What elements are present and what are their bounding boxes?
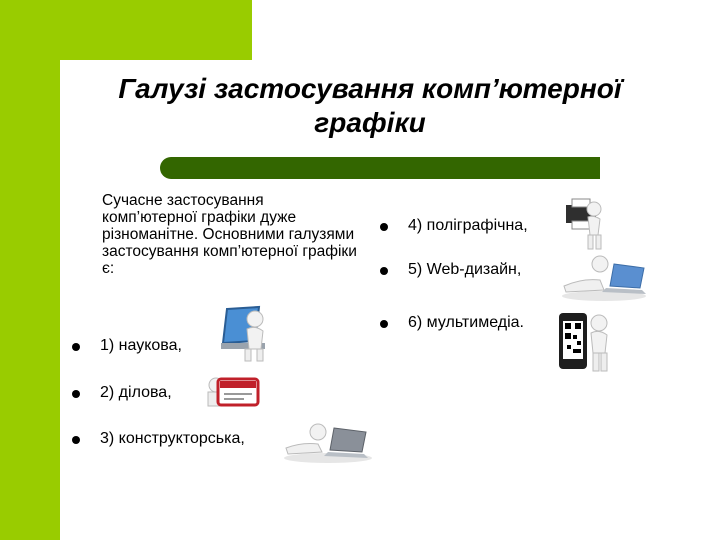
sign-board-figure-icon: [202, 375, 264, 411]
title-underline-bar: [160, 157, 600, 179]
green-top-band: [0, 0, 252, 60]
lying-laptop-figure-icon: [282, 418, 374, 464]
bullet-icon: [380, 320, 388, 328]
list-item-multimedia: 6) мультимедіа.: [408, 314, 524, 331]
list-item-printing: 4) поліграфічна,: [408, 217, 528, 234]
laptop-figure-icon: [215, 305, 277, 363]
printer-figure-icon: [560, 195, 608, 251]
list-item-design: 3) конструкторська,: [100, 430, 245, 447]
list-item-science: 1) наукова,: [100, 337, 182, 354]
bullet-icon: [72, 436, 80, 444]
web-laptop-figure-icon: [560, 250, 650, 302]
bullet-icon: [72, 343, 80, 351]
slide-title: Галузі застосування комп’ютерної графіки: [118, 73, 622, 138]
list-item-web: 5) Web-дизайн,: [408, 261, 522, 278]
qr-phone-figure-icon: [555, 305, 617, 377]
green-side-band: [0, 0, 60, 540]
list-item-business: 2) ділова,: [100, 384, 172, 401]
bullet-icon: [380, 267, 388, 275]
bullet-icon: [380, 223, 388, 231]
intro-text: Сучасне застосування комп’ютерної графіки дуже різноманітне. Основними галузями застосування комп’ютерної графіки є:: [102, 192, 357, 277]
bullet-icon: [72, 390, 80, 398]
